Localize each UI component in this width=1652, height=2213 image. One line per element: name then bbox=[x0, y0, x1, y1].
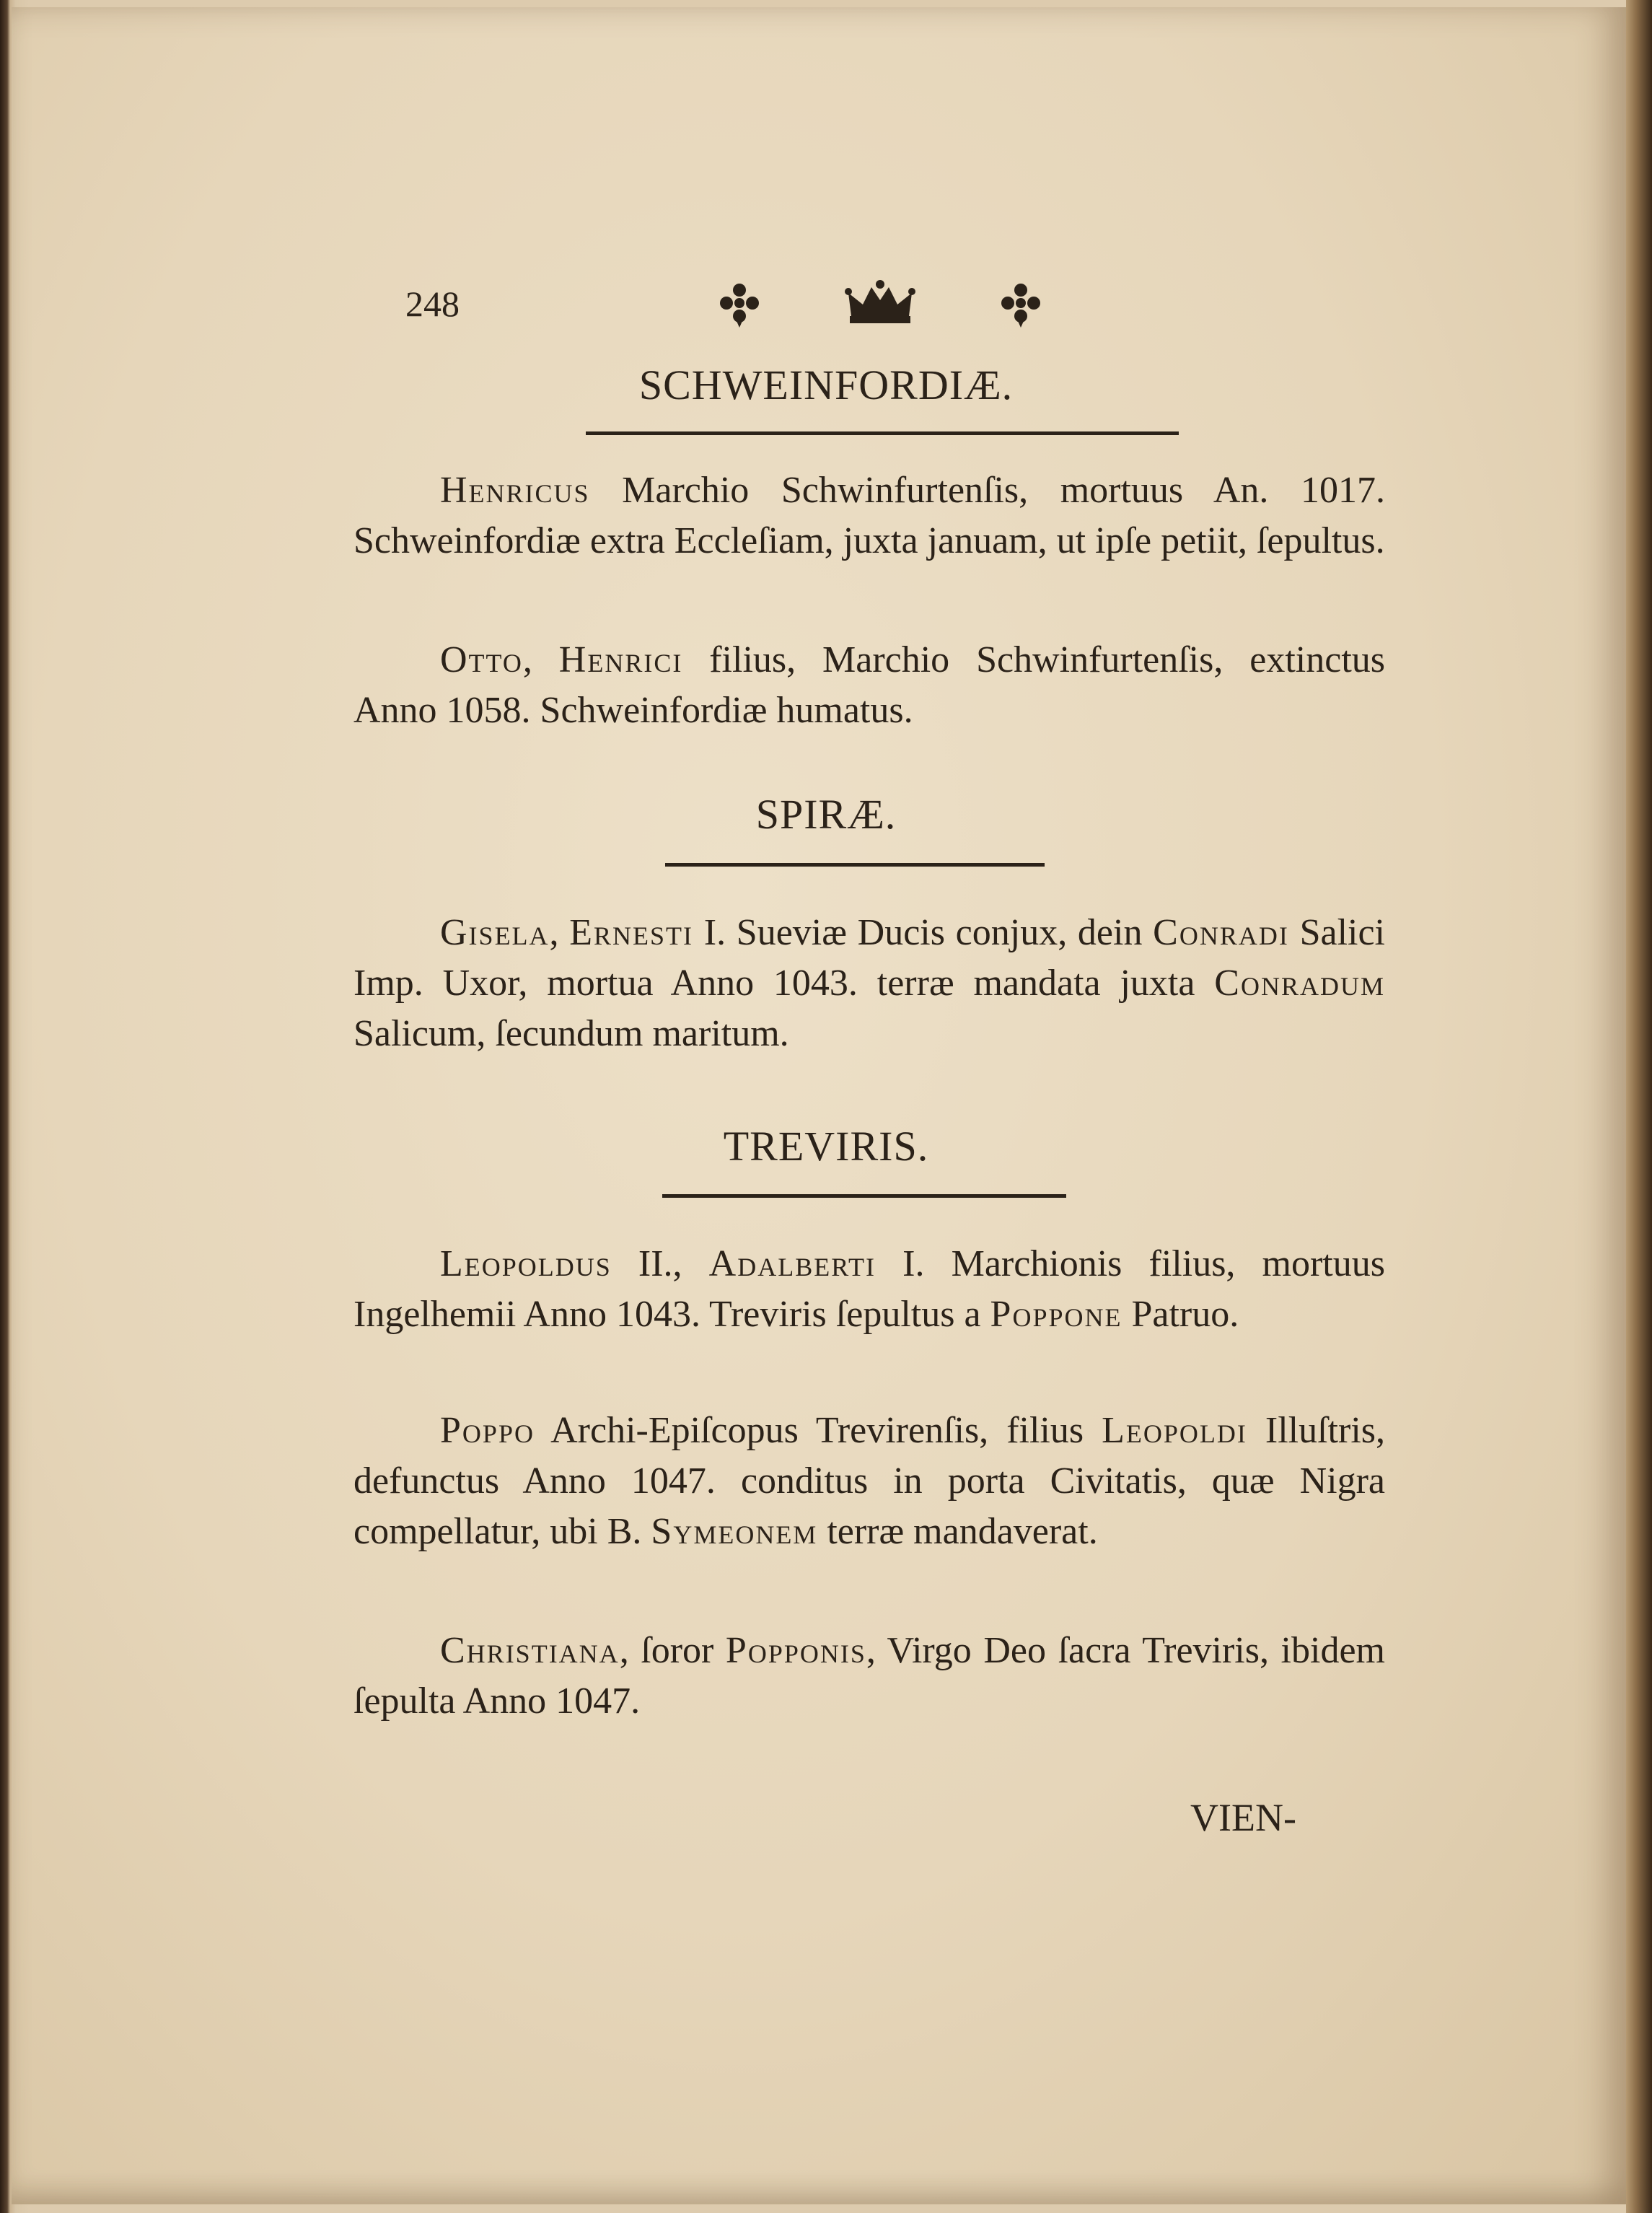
heading-rule bbox=[662, 1194, 1066, 1198]
body-text: I. Sueviæ Ducis conjux, dein bbox=[693, 912, 1154, 953]
entry-poppo bbox=[353, 1406, 1385, 1557]
proper-name: Gisela bbox=[440, 912, 550, 953]
proper-name: Otto bbox=[440, 639, 523, 680]
page-right-edge bbox=[1626, 0, 1652, 2213]
section-heading-treviris: TREVIRIS. bbox=[723, 1123, 929, 1170]
body-text: Illuſtris, defunctus Anno 1047. conditus in porta Civitatis, quæ Nigra compellatur, ubi B. bbox=[353, 1410, 1385, 1552]
entry-leopoldus bbox=[353, 1239, 1385, 1340]
body-text: Salici Imp. Uxor, mortua Anno 1043. terræ mandata juxta bbox=[353, 912, 1385, 1004]
catchword: VIEN- bbox=[1190, 1796, 1296, 1839]
proper-name: Christiana bbox=[440, 1630, 620, 1671]
section-heading-schweinfordiae: SCHWEINFORDIÆ. bbox=[638, 361, 1014, 408]
proper-name: Poppone bbox=[990, 1294, 1122, 1335]
proper-name: Leopoldi bbox=[1102, 1410, 1247, 1451]
body-text: Patruo. bbox=[1122, 1294, 1239, 1335]
entry-otto bbox=[353, 635, 1385, 736]
entry-henricus bbox=[353, 465, 1385, 566]
proper-name: Conradum bbox=[1214, 963, 1385, 1004]
body-text: , ſoror bbox=[619, 1630, 726, 1671]
ornament-row bbox=[714, 278, 1046, 328]
crown-icon bbox=[845, 280, 915, 323]
proper-name: Henrici bbox=[558, 639, 683, 680]
fleuron-icon bbox=[1001, 284, 1040, 328]
entry-christiana bbox=[353, 1626, 1385, 1727]
body-text: , bbox=[522, 639, 559, 680]
proper-name: Conradi bbox=[1153, 912, 1289, 953]
body-text: terræ mandaverat. bbox=[817, 1511, 1098, 1552]
header-ornaments bbox=[714, 278, 1046, 328]
page-number: 248 bbox=[405, 284, 460, 324]
section-heading-spirae: SPIRÆ. bbox=[755, 791, 897, 838]
body-text: II., bbox=[611, 1243, 709, 1284]
body-text: , bbox=[549, 912, 570, 953]
proper-name: Henricus bbox=[440, 470, 590, 511]
body-text: I. Marchionis filius, mortuus Ingelhemii Anno 1043. Treviris ſepultus a bbox=[353, 1243, 1385, 1335]
heading-rule bbox=[665, 863, 1045, 867]
body-text: filius, Marchio Schwinfurtenſis, extinctus Anno 1058. Schweinfordiæ humatus. bbox=[353, 639, 1386, 731]
proper-name: Ernesti bbox=[569, 912, 694, 953]
body-text: Marchio Schwinfurtenſis, mortuus An. 1017. Schweinfordiæ extra Eccleſiam, juxta januam, ut ipſe petiit, ſepultus. bbox=[353, 470, 1385, 561]
body-text: Salicum, ſecundum maritum. bbox=[353, 1013, 789, 1054]
body-text: , Virgo Deo ſacra Treviris, ibidem ſepulta Anno 1047. bbox=[353, 1630, 1385, 1722]
body-text: Archi-Epiſcopus Trevirenſis, filius bbox=[534, 1410, 1102, 1451]
proper-name: Adalberti bbox=[708, 1243, 876, 1284]
entry-gisela bbox=[353, 908, 1385, 1059]
proper-name: Leopoldus bbox=[440, 1243, 612, 1284]
fleuron-icon bbox=[720, 284, 759, 328]
proper-name: Symeonem bbox=[651, 1511, 818, 1552]
proper-name: Popponis bbox=[725, 1630, 866, 1671]
proper-name: Poppo bbox=[440, 1410, 535, 1451]
page-sheet bbox=[12, 7, 1626, 2204]
heading-rule bbox=[586, 431, 1179, 435]
